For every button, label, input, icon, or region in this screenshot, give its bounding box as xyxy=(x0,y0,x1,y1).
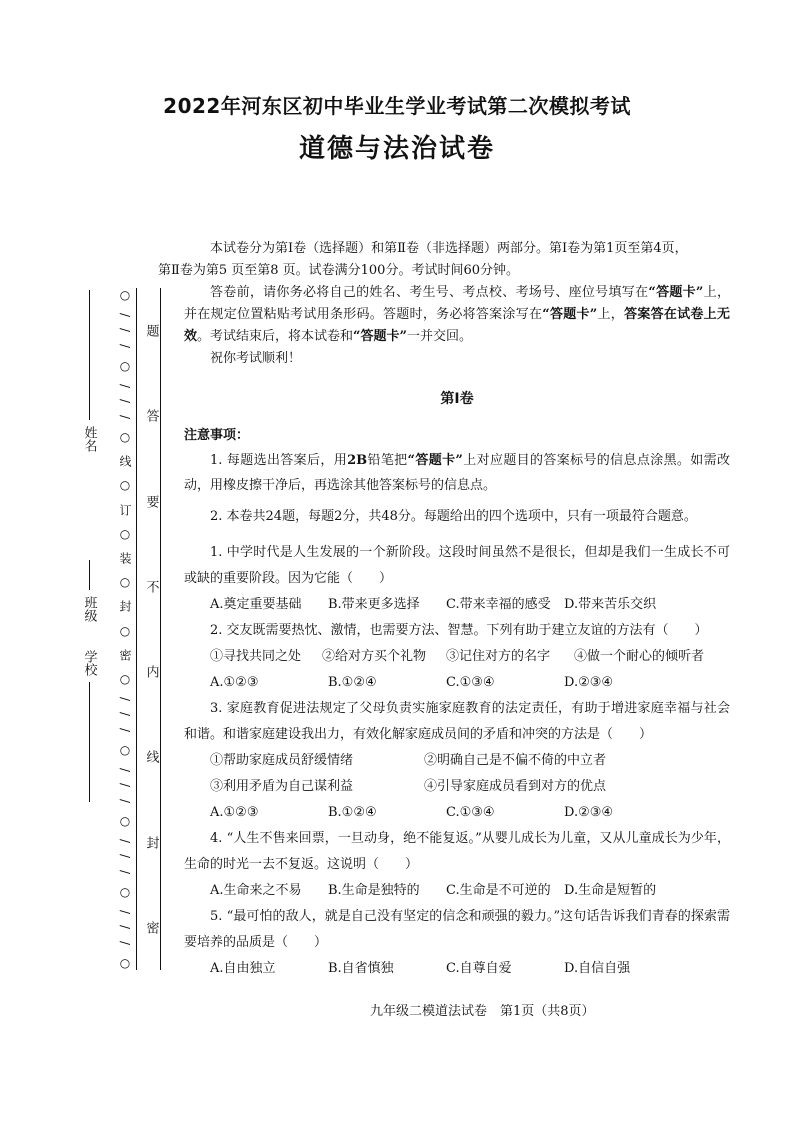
item-row xyxy=(184,644,730,670)
notice-1: 1. 每题选出答案后，用2B铅笔把“答题卡”上对应题目的答案标号的信息点涂黑。如需改动，用橡皮擦干净后，再选涂其他答案标号的信息点。 xyxy=(184,453,730,493)
question-list xyxy=(184,540,730,982)
seal-circle-icon: ○ xyxy=(118,358,132,373)
option-row xyxy=(184,956,730,982)
seal-slash: / xyxy=(118,399,132,404)
notice-heading: 注意事项： xyxy=(184,428,250,443)
binding-line-inner xyxy=(136,288,137,970)
warning-char: 要 xyxy=(143,494,159,508)
option: B.带来更多选择 xyxy=(328,597,420,612)
option: C.带来幸福的感受 xyxy=(446,597,551,612)
option: C.①③④ xyxy=(446,675,495,690)
seal-circle-icon: ○ xyxy=(118,955,132,970)
seal-circle-icon: ○ xyxy=(118,742,132,757)
school-field xyxy=(78,650,100,808)
notice-2: 2. 本卷共24题，每题2分，共48分。每题给出的四个选项中，只有一项最符合题意。 xyxy=(210,509,697,524)
warning-char: 答 xyxy=(143,409,159,423)
seal-char: 订 xyxy=(118,503,132,516)
name-label: 姓名 xyxy=(81,426,97,452)
seal-circle-icon: ○ xyxy=(118,884,132,899)
seal-slash: / xyxy=(118,925,132,930)
option: D.自信自强 xyxy=(564,961,631,976)
question-stem: 5. “最可怕的敌人，就是自己没有坚定的信念和顽强的毅力。”这句话告诉我们青春的探索需要培养的品质是（ ） xyxy=(184,909,730,950)
exam-title: 2022年河东区初中毕业生学业考试第二次模拟考试 xyxy=(163,94,631,118)
notice-section xyxy=(184,448,730,535)
option-row xyxy=(184,878,730,904)
seal-slash: / xyxy=(118,384,132,389)
option: A.生命来之不易 xyxy=(210,883,302,898)
name-field xyxy=(78,290,100,452)
option: A.①②③ xyxy=(210,675,259,690)
seal-slash: / xyxy=(118,940,132,945)
seal-circle-icon: ○ xyxy=(118,429,132,444)
seal-slash: / xyxy=(118,328,132,333)
name-underline xyxy=(89,290,90,420)
option: A.奠定重要基础 xyxy=(210,597,302,612)
seal-slash: / xyxy=(118,727,132,732)
warning-char: 内 xyxy=(143,665,159,679)
seal-slash: / xyxy=(118,712,132,717)
option: D.②③④ xyxy=(564,805,614,820)
question-stem: 3. 家庭教育促进法规定了父母负责实施家庭教育的法定责任，有助于增进家庭幸福与社会和谐。和谐家庭建设我出力，有效化解家庭成员间的矛盾和冲突的方法是（ ） xyxy=(184,701,730,742)
warning-char: 密 xyxy=(143,920,159,934)
binding-line-outer xyxy=(160,288,161,970)
option: B.自省慎独 xyxy=(328,961,394,976)
seal-circle-icon: ○ xyxy=(118,478,132,493)
seal-circle-icon: ○ xyxy=(118,623,132,638)
school-underline xyxy=(89,682,90,802)
seal-circle-icon: ○ xyxy=(118,575,132,590)
class-field xyxy=(78,560,100,622)
item: ①帮助家庭成员舒缓情绪 xyxy=(210,753,354,768)
item: ④做一个耐心的倾听者 xyxy=(574,649,705,664)
option: A.①②③ xyxy=(210,805,259,820)
option: C.自尊自爱 xyxy=(446,961,512,976)
seal-slash: / xyxy=(118,783,132,788)
seal-char: 封 xyxy=(118,600,132,613)
intro-paragraph-3: 祝你考试顺利！ xyxy=(210,351,302,366)
question-stem: 2. 交友既需要热忱、激情，也需要方法、智慧。下列有助于建立友谊的方法有（ ） xyxy=(210,623,708,638)
warning-char: 线 xyxy=(143,750,159,764)
seal-slash: / xyxy=(118,768,132,773)
intro-paragraph-1: 本试卷分为第Ⅰ卷（选择题）和第Ⅱ卷（非选择题）两部分。第Ⅰ卷为第1页至第4页， 第Ⅱ卷为第5 页至第8 页。试卷满分100分。考试时间60分钟。 xyxy=(158,241,688,278)
option: A.自由独立 xyxy=(210,961,276,976)
volume-heading: 第Ⅰ卷 xyxy=(440,391,474,407)
seal-char: 线 xyxy=(118,455,132,468)
page-footer: 九年级二模道法试卷 第1页（共8页） xyxy=(370,1004,595,1019)
seal-circle-icon: ○ xyxy=(118,288,132,302)
seal-slash: / xyxy=(118,854,132,859)
seal-slash: / xyxy=(118,697,132,702)
binding-seal-column xyxy=(114,288,136,970)
seal-slash: / xyxy=(118,910,132,915)
option: B.生命是独特的 xyxy=(328,883,420,898)
option: B.①②④ xyxy=(328,805,377,820)
question-stem: 4. “人生不售来回票，一旦动身，绝不能复返。”从婴儿成长为儿童，又从儿童成长为少年，生命的时光一去不复返。这说明（ ） xyxy=(184,831,730,872)
warning-char: 不 xyxy=(143,579,159,593)
item: ①寻找共同之处 xyxy=(210,649,302,664)
seal-slash: / xyxy=(118,313,132,318)
seal-slash: / xyxy=(118,343,132,348)
class-underline xyxy=(89,560,90,590)
option-row xyxy=(184,670,730,696)
item: ③利用矛盾为自己谋利益 xyxy=(210,779,354,794)
seal-slash: / xyxy=(118,414,132,419)
warning-char: 题 xyxy=(143,324,159,338)
option: C.①③④ xyxy=(446,805,495,820)
warning-char: 封 xyxy=(143,835,159,849)
seal-circle-icon: ○ xyxy=(118,813,132,828)
seal-slash: / xyxy=(118,798,132,803)
option: C.生命是不可逆的 xyxy=(446,883,551,898)
seal-slash: / xyxy=(118,839,132,844)
binding-warning-column xyxy=(140,288,162,970)
option: B.①②④ xyxy=(328,675,377,690)
intro-section xyxy=(158,238,730,370)
item-row xyxy=(184,774,730,800)
item: ②明确自己是不偏不倚的中立者 xyxy=(424,753,607,768)
option: D.②③④ xyxy=(564,675,614,690)
item: ③记住对方的名字 xyxy=(446,649,551,664)
seal-slash: / xyxy=(118,869,132,874)
intro-paragraph-2: 答卷前，请你务必将自己的姓名、考生号、考点校、考场号、座位号填写在“答题卡”上，并在规定位置粘贴考试用条形码。答题时，务必将答案涂写在“答题卡”上，答案答在试卷上无效。考试结束后，将本试卷和“答题卡”一并交回。 xyxy=(184,285,730,344)
class-label: 班级 xyxy=(81,596,97,622)
item: ②给对方买个礼物 xyxy=(322,649,427,664)
seal-char: 装 xyxy=(118,551,132,564)
option-row xyxy=(184,800,730,826)
item-row xyxy=(184,748,730,774)
seal-circle-icon: ○ xyxy=(118,526,132,541)
option: D.带来苦乐交织 xyxy=(564,597,657,612)
question-stem: 1. 中学时代是人生发展的一个新阶段。这段时间虽然不是很长，但却是我们一生成长不可或缺的重要阶段。因为它能（ ） xyxy=(184,545,730,586)
seal-circle-icon: ○ xyxy=(118,671,132,686)
option-row xyxy=(184,592,730,618)
exam-subtitle: 道德与法治试卷 xyxy=(298,134,495,164)
option: D.生命是短暂的 xyxy=(564,883,657,898)
school-label: 学校 xyxy=(81,650,97,676)
item: ④引导家庭成员看到对方的优点 xyxy=(424,779,607,794)
seal-char: 密 xyxy=(118,648,132,661)
